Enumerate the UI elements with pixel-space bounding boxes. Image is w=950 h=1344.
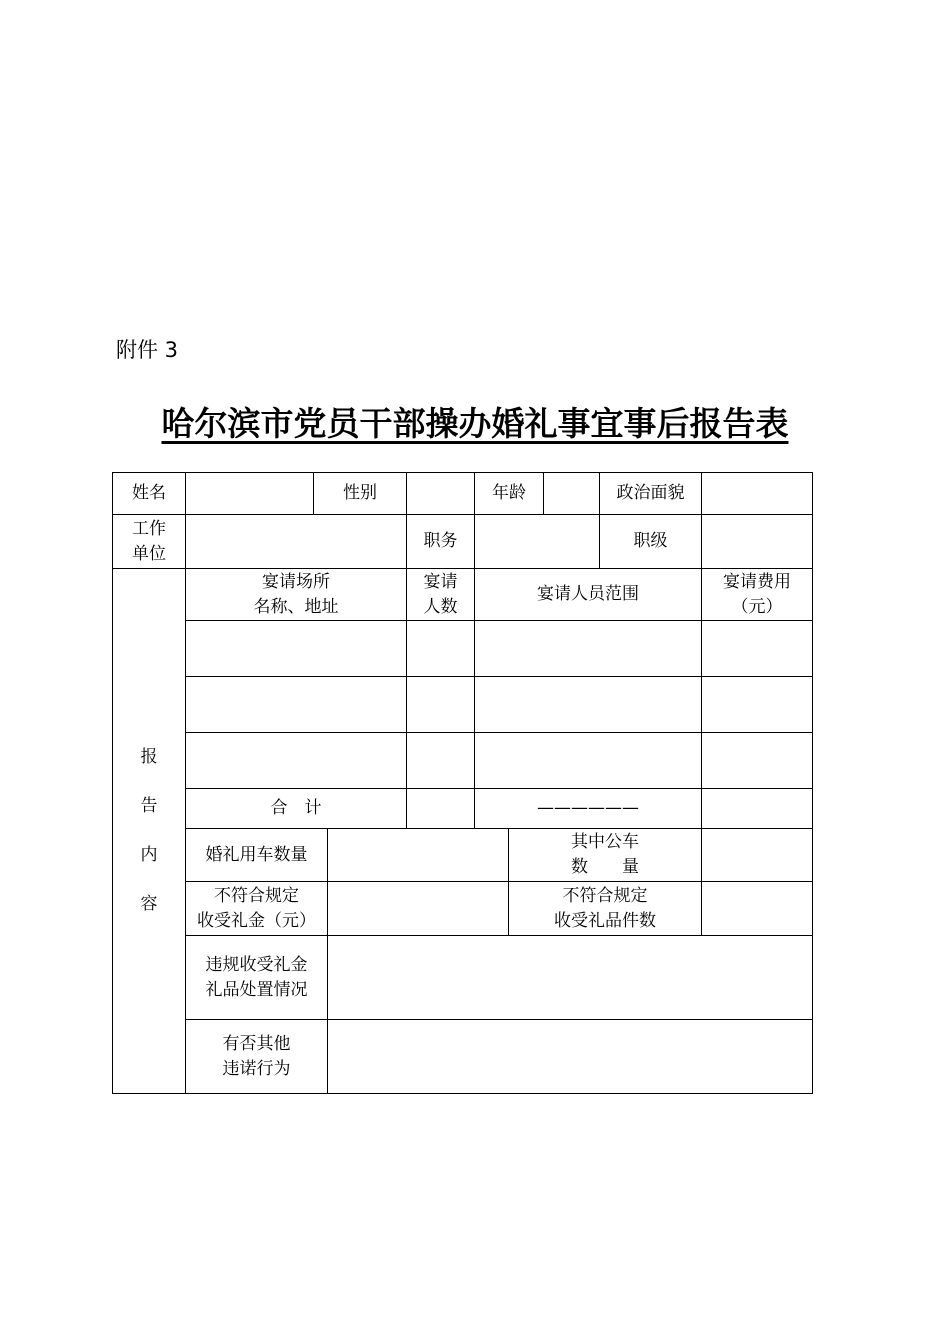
venue-field[interactable]	[185, 676, 407, 733]
gender-field[interactable]	[406, 472, 475, 515]
total-guest-count-field[interactable]	[406, 788, 475, 829]
disposal-label: 违规收受礼金 礼品处置情况	[185, 935, 328, 1020]
car-count-label: 婚礼用车数量	[185, 828, 328, 882]
rank-label: 职级	[599, 514, 702, 569]
political-status-field[interactable]	[701, 472, 813, 515]
political-status-label: 政治面貌	[599, 472, 702, 515]
report-char: 告	[140, 796, 158, 816]
position-label: 职务	[406, 514, 475, 569]
guest-scope-field[interactable]	[474, 620, 702, 677]
rank-field[interactable]	[701, 514, 813, 569]
irregular-gift-field[interactable]	[701, 881, 813, 936]
venue-header: 宴请场所 名称、地址	[185, 568, 407, 621]
cost-field[interactable]	[701, 732, 813, 789]
venue-field[interactable]	[185, 732, 407, 789]
position-field[interactable]	[474, 514, 600, 569]
car-count-field[interactable]	[327, 828, 509, 882]
gender-label: 性别	[313, 472, 407, 515]
guest-scope-header: 宴请人员范围	[474, 568, 702, 621]
report-content-label	[112, 568, 186, 1094]
irregular-money-field[interactable]	[327, 881, 509, 936]
cost-header: 宴请费用 （元）	[701, 568, 813, 621]
irregular-gift-label: 不符合规定 收受礼品件数	[508, 881, 702, 936]
total-cost-field[interactable]	[701, 788, 813, 829]
age-field[interactable]	[543, 472, 600, 515]
name-label: 姓名	[112, 472, 186, 515]
public-car-field[interactable]	[701, 828, 813, 882]
public-car-label: 其中公车 数 量	[508, 828, 702, 882]
report-char: 内	[140, 845, 158, 865]
other-violation-field[interactable]	[327, 1019, 813, 1094]
cost-field[interactable]	[701, 676, 813, 733]
name-field[interactable]	[185, 472, 314, 515]
attachment-label: 附件 3	[116, 338, 179, 362]
age-label: 年龄	[474, 472, 544, 515]
disposal-field[interactable]	[327, 935, 813, 1020]
work-unit-label: 工作 单位	[112, 514, 186, 569]
other-violation-label: 有否其他 违诺行为	[185, 1019, 328, 1094]
report-char: 容	[140, 894, 158, 914]
report-char: 报	[140, 747, 158, 767]
page-title: 哈尔滨市党员干部操办婚礼事宜事后报告表	[161, 404, 789, 443]
guest-scope-field[interactable]	[474, 676, 702, 733]
venue-field[interactable]	[185, 620, 407, 677]
guest-scope-field[interactable]	[474, 732, 702, 789]
total-scope-dash: ——————	[474, 788, 702, 829]
guest-count-field[interactable]	[406, 732, 475, 789]
cost-field[interactable]	[701, 620, 813, 677]
irregular-money-label: 不符合规定 收受礼金（元）	[185, 881, 328, 936]
guest-count-field[interactable]	[406, 620, 475, 677]
total-label: 合 计	[185, 788, 407, 829]
guest-count-field[interactable]	[406, 676, 475, 733]
work-unit-field[interactable]	[185, 514, 407, 569]
guest-count-header: 宴请 人数	[406, 568, 475, 621]
